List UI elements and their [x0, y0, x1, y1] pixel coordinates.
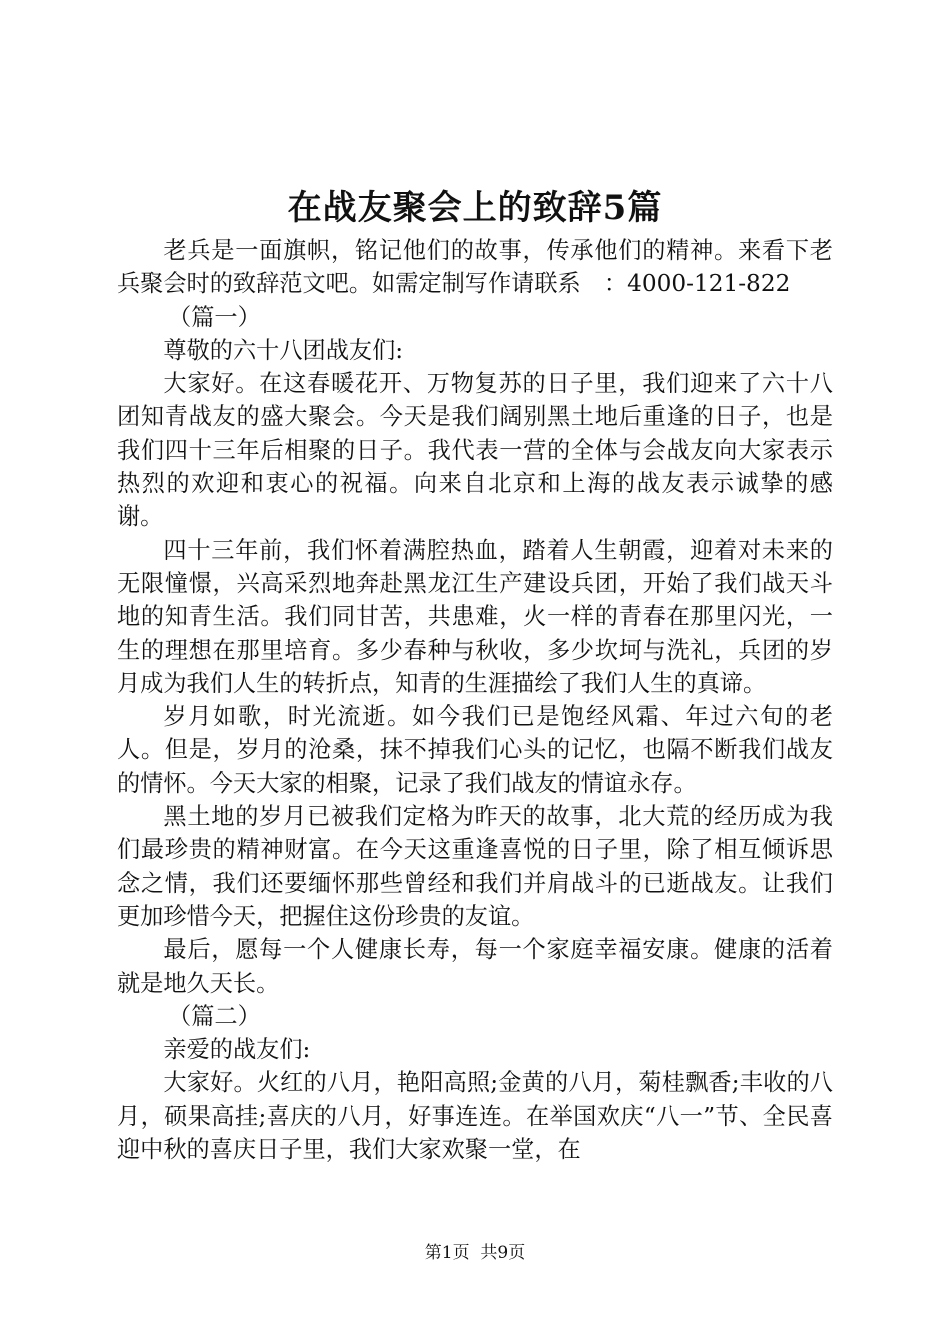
paragraph: 大家好。火红的八月，艳阳高照;金黄的八月，菊桂飘香;丰收的八月，硕果高挂;喜庆的八月，好事连连。在举国欢庆“八一”节、全民喜迎中秋的喜庆日子里，我们大家欢聚一堂，在 [117, 1069, 833, 1164]
section-label-1: （篇一） [168, 303, 261, 331]
document-title: 在战友聚会上的致辞5篇 [287, 188, 663, 228]
salutation-1: 尊敬的六十八团战友们: [163, 336, 404, 364]
salutation-2: 亲爱的战友们: [163, 1036, 311, 1064]
section-label-2: （篇二） [168, 1002, 261, 1030]
intro-paragraph: 老兵是一面旗帜，铭记他们的故事，传承他们的精神。来看下老兵聚会时的致辞范文吧。如需定制写作请联系 ：4000-121-822 [117, 237, 833, 298]
paragraph: 四十三年前，我们怀着满腔热血，踏着人生朝霞，迎着对未来的无限憧憬，兴高采烈地奔赴黑龙江生产建设兵团，开始了我们战天斗地的知青生活。我们同甘苦，共患难，火一样的青春在那里闪光，一生的理想在那里培育。多少春种与秋收，多少坎坷与洗礼，兵团的岁月成为我们人生的转折点，知青的生涯描绘了我们人生的真谛。 [117, 536, 833, 697]
page-footer [0, 1241, 950, 1265]
document-body [117, 234, 833, 1166]
paragraph: 大家好。在这春暖花开、万物复苏的日子里，我们迎来了六十八团知青战友的盛大聚会。今天是我们阔别黑土地后重逢的日子，也是我们四十三年后相聚的日子。我代表一营的全体与会战友向大家表示热烈的欢迎和衷心的祝福。向来自北京和上海的战友表示诚挚的感谢。 [117, 370, 833, 531]
paragraph: 岁月如歌，时光流逝。如今我们已是饱经风霜、年过六旬的老人。但是，岁月的沧桑，抹不掉我们心头的记忆，也隔不断我们战友的情怀。今天大家的相聚，记录了我们战友的情谊永存。 [117, 703, 833, 797]
page-number: 第1页 [424, 1243, 470, 1263]
paragraph: 最后，愿每一个人健康长寿，每一个家庭幸福安康。健康的活着就是地久天长。 [117, 936, 833, 997]
paragraph: 黑土地的岁月已被我们定格为昨天的故事，北大荒的经历成为我们最珍贵的精神财富。在今天这重逢喜悦的日子里，除了相互倾诉思念之情，我们还要缅怀那些曾经和我们并肩战斗的已逝战友。让我们更加珍惜今天，把握住这份珍贵的友谊。 [117, 803, 833, 930]
footer-spacer [470, 1243, 481, 1263]
page-total: 共9页 [480, 1243, 526, 1263]
